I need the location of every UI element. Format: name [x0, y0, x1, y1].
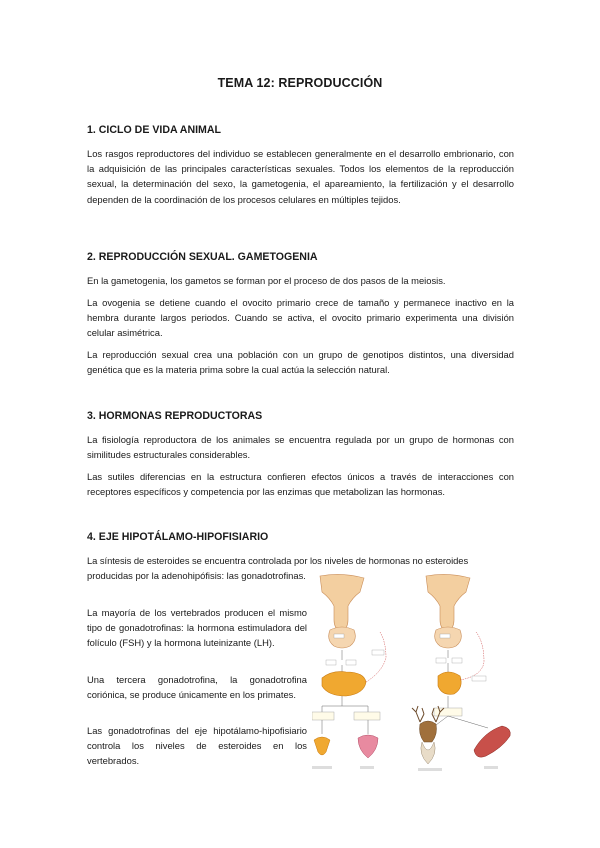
hypothalamus-right-icon [426, 574, 470, 632]
section-4-paragraph-3: Una tercera gonadotrofina, la gonadotrofina coriónica, se produce únicamente en los primates. [87, 674, 307, 701]
reproductive-tract-icon [358, 735, 378, 758]
section-3-paragraph-2: Las sutiles diferencias en la estructura confieren efectos únicos a través de interacciones con receptores específicos y competencia por las enzimas que metabolizan las hormonas. [87, 471, 514, 498]
section-1-heading: 1. CICLO DE VIDA ANIMAL [87, 124, 221, 136]
left-axis-diagram [312, 574, 386, 769]
section-1-paragraph-1: Los rasgos reproductores del individuo se establecen generalmente en el desarrollo embrionario, con la adquisición de las principales características sexuales. Todos los elementos de la reproducción sexual, la determinación del sexo, la gametogenia, el apareamiento, la fertilización y el desarrollo dependen de la coordinación de los procesos celulares en múltiples tejidos. [87, 148, 514, 205]
page-title: TEMA 12: REPRODUCCIÓN [217, 76, 383, 90]
hypothalamus-left-icon [320, 574, 364, 632]
section-4-paragraph-1-rest: producidas por la adenohipófisis: las gonadotrofinas. [87, 570, 306, 581]
hypothalamus-pituitary-figure [312, 572, 518, 778]
deer-icon [412, 706, 444, 764]
uterus-icon [314, 737, 330, 755]
section-4-paragraph-4: Las gonadotrofinas del eje hipotálamo-hipofisiario controla los niveles de esteroides en los vertebrados. [87, 725, 307, 767]
section-3-heading: 3. HORMONAS REPRODUCTORAS [87, 410, 263, 422]
section-2-paragraph-3: La reproducción sexual crea una población con un grupo de genotipos distintos, una diversidad genética que es la materia prima sobre la cual actúa la selección natural. [87, 349, 514, 376]
section-2-paragraph-1: En la gametogenia, los gametos se forman por el proceso de dos pasos de la meiosis. [87, 275, 446, 286]
section-4-paragraph-2: La mayoría de los vertebrados producen el mismo tipo de gonadotrofinas: la hormona estimuladora del folículo (FSH) y la hormona luteinizante (LH). [87, 607, 307, 649]
section-2-heading: 2. REPRODUCCIÓN SEXUAL. GAMETOGENIA [87, 251, 318, 263]
section-2-paragraph-2: La ovogenia se detiene cuando el ovocito primario crece de tamaño y permanece inactivo en la hembra durante largos periodos. Cuando se activa, el ovocito primario experimenta una división celular asimétrica. [87, 297, 514, 339]
section-3-paragraph-1: La fisiología reproductora de los animales se encuentra regulada por un grupo de hormonas con similitudes estructurales considerables. [87, 434, 514, 461]
section-4-heading: 4. EJE HIPOTÁLAMO-HIPOFISIARIO [87, 531, 269, 543]
muscle-icon [474, 726, 510, 757]
gonad-left-icon [322, 672, 366, 696]
right-axis-diagram [412, 574, 510, 771]
section-4-paragraph-1-line-1: La síntesis de esteroides se encuentra controlada por los niveles de hormonas no esteroides [87, 555, 469, 566]
testis-icon [438, 672, 461, 694]
